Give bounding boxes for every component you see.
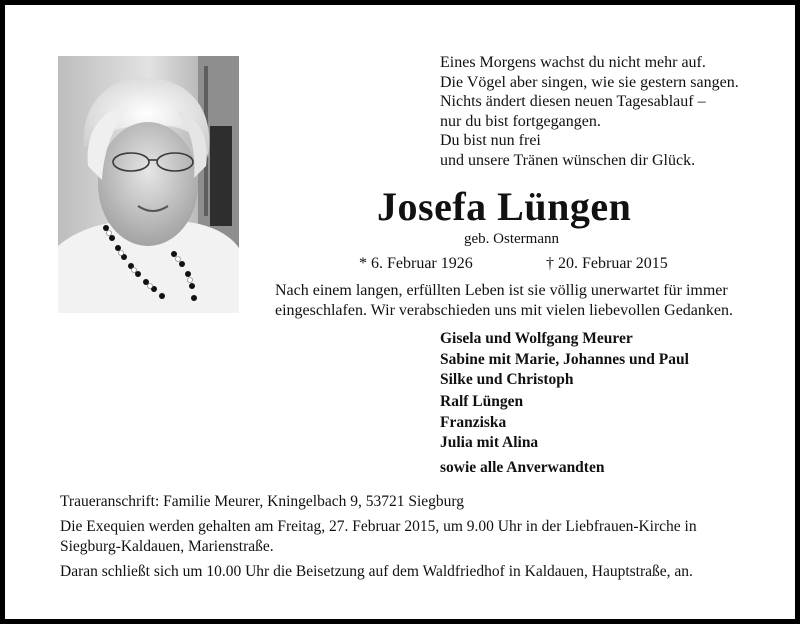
family-member: Sabine mit Marie, Johannes und Paul [440,350,689,368]
poem [440,53,739,171]
family-member: Gisela und Wolfgang Meurer [440,330,633,347]
family-group-2 [440,392,538,454]
poem-line: Du bist nun frei [440,132,541,150]
maiden-name: geb. Ostermann [464,231,559,247]
mourning-address: Traueranschrift: Familie Meurer, Kningelbach 9, 53721 Siegburg [60,493,465,510]
family-member: Ralf Lüngen [440,393,524,410]
birth-date: * 6. Februar 1926 [359,255,473,272]
family-member: Silke und Christoph [440,371,574,388]
family-member: Franziska [440,413,507,431]
poem-line: nur du bist fortgegangen. [440,112,601,130]
relatives-line: sowie alle Anverwandten [440,459,605,476]
poem-line: Die Vögel aber singen, wie sie gestern sangen. [440,73,739,91]
family-member: Julia mit Alina [440,434,539,451]
family-group-1 [440,329,689,391]
intro-line: Nach einem langen, erfüllten Leben ist sie völlig unerwartet für immer [275,282,728,299]
service-info-line-1: Die Exequien werden gehalten am Freitag, 27. Februar 2015, um 9.00 Uhr in der Liebfrauen-Kirche in [60,518,697,535]
intro-text [275,281,733,321]
deceased-name: Josefa Lüngen [377,184,632,229]
poem-line: Nichts ändert diesen neuen Tagesablauf – [440,93,706,111]
intro-line: eingeschlafen. Wir verabschieden uns mit vielen liebevollen Gedanken. [275,302,734,319]
poem-line: und unsere Tränen wünschen dir Glück. [440,151,696,169]
poem-line: Eines Morgens wachst du nicht mehr auf. [440,54,706,71]
service-info-line-2: Siegburg-Kaldauen, Marienstraße. [60,538,274,555]
portrait-photo [58,56,239,313]
burial-info: Daran schließt sich um 10.00 Uhr die Beisetzung auf dem Waldfriedhof in Kaldauen, Hauptstraße, an. [60,563,693,580]
death-date: † 20. Februar 2015 [546,255,668,272]
